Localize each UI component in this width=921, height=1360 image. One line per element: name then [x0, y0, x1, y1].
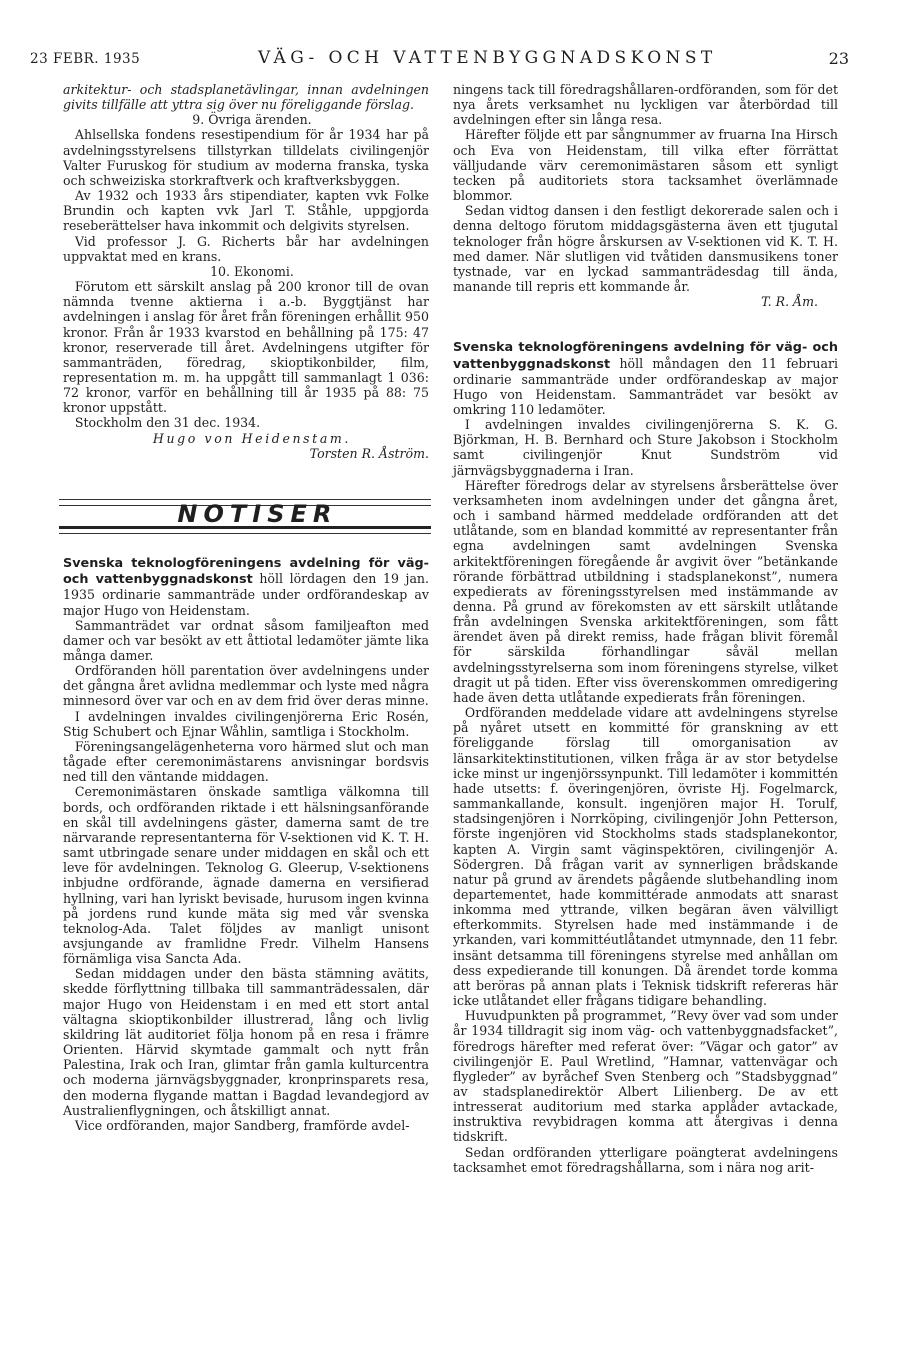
left-column — [63, 82, 429, 1133]
journal-title: VÄG- OCH VATTENBYGGNADSKONST — [258, 48, 717, 68]
paragraph: Ceremonimästaren önskade samtliga välkomna till bords, och ordföranden riktade i ett hälsningsanförande en skål till avdelningens gäster, damerna samt de tre närvarande representanterna för V-sektionen vid K. T. H. samt utbringade senare under middagen en skål och ett leve för avdelningen. Teknolog G. Gleerup, V-sektionens inbjudne ordförande, ägnade damerna en versifierad hyllning, vari han lyriskt bevisade, hurusom ingen kvinna på jordens rund kunde mäta sig med vår svenska teknolog-Ada. Talet följdes av manligt unisont avsjungande av framlidne Fredr. Vilhelm Hansens förnämliga visa Sancta Ada. — [63, 784, 429, 967]
paragraph: Sammanträdet var ordnat såsom familjeafton med damer och var besökt av ett åttiotal ledamöter jämte lika många damer. — [63, 617, 429, 663]
divider — [59, 533, 431, 535]
section-banner: NOTISER — [177, 499, 338, 528]
paragraph: I avdelningen invaldes civilingenjörerna S. K. G. Björkman, H. B. Bernhard och Sture Jakobson i Stockholm samt civilingenjör Knut Sundström vid järnvägsbyggnaderna i Iran. — [453, 417, 838, 478]
paragraph: Stockholm den 31 dec. 1934. — [74, 415, 261, 431]
notice-paragraph — [453, 339, 838, 417]
paragraph: Förutom ett särskilt anslag på 200 kronor till de ovan nämnda tvenne aktierna i a.-b. Byggtjänst har avdelningen i anslag för året från föreningen erhållit 950 kronor. Från år 1933 kvarstod en behållning på 175: 47 kronor, reserverade till året. Avdelningens utgifter för sammanträden, föredrag, skioptikonbilder, film, representation m. m. ha uppgått till sammanlagt 1 036: 72 kronor, varför en behållning till år 1935 på 88: 75 kronor uppstått. — [63, 279, 429, 416]
paragraph: Av 1932 och 1933 års stipendiater, kapten vvk Folke Brundin och kapten vvk Jarl T. Ståhle, uppgjorda reseberättelser hava inkommit och delgivits styrelsen. — [63, 188, 429, 234]
paragraph: Ordföranden höll parentation över avdelningens under det gångna året avlidna medlemmar och lyste med några minnesord över var och en av dem frid över deras minne. — [63, 663, 429, 709]
paragraph: Härefter föredrogs delar av styrelsens årsberättelse över verksamheten inom avdelningen under det gångna året, och i samband härmed meddelade ordföranden att det utlåtande, som en blandad kommitté av representanter från egna avdelningen samt avdelningen Svenska arkitektföreningen föregående år avgivit över ”betänkande rörande förbättrad utbildning i stadsplanekonst”, numera expedierats av föreningsstyrelsen med instämmande av denna. På grund av förekomsten av ett särskilt utlåtande från avdelningen Svenska arkitektföreningen, som fått ärendet även på direkt remiss, hade frågan blivit föremål för särskilda förhandlingar såväl mellan avdelningsstyrelserna som inom föreningens styrelse, vilket dragit ut på tiden. Efter viss överenskommen omredigering hade även detta utlåtande expedierats från föreningen. — [453, 477, 838, 705]
notice-paragraph — [63, 555, 429, 618]
right-column — [453, 82, 838, 1175]
signature: Hugo von Heidenstam. — [152, 430, 351, 446]
issue-date: 23 FEBR. 1935 — [30, 51, 141, 67]
notice-lead: Svenska teknologföreningens avdelning för väg- och vattenbyggnadskonst — [453, 340, 838, 372]
paragraph: Härefter följde ett par sångnummer av fruarna Ina Hirsch och Eva von Heidenstam, till vilka efter förrättat välljudande värv ceremonimästaren såsom ett synligt tecken på auditoriets stora tacksamhet överlämnade blommor. — [453, 127, 838, 204]
signature: Torsten R. Åström. — [309, 445, 429, 461]
paragraph: I avdelningen invaldes civilingenjörerna Eric Rosén, Stig Schubert och Ejnar Wåhlin, samtliga i Stockholm. — [63, 708, 429, 739]
section-heading: 10. Ekonomi. — [210, 263, 294, 279]
paragraph: arkitektur- och stadsplanetävlingar, innan avdelningen givits tillfälle att yttra sig över nu föreliggande förslag. — [63, 82, 429, 113]
paragraph: Sedan vidtog dansen i den festligt dekorerade salen och i denna deltogo förutom middagsgästerna även ett tjugutal teknologer från högre årskursen av V-sektionen vid K. T. H. med damer. När slutligen vid tvåtiden dansmusikens toner tystnade, var en lyckad sammanträdesdag till ända, manande till repris ett kommande år. — [453, 203, 838, 295]
paragraph: Huvudpunkten på programmet, ”Revy över vad som under år 1934 tilldragit sig inom väg- och vattenbyggnadsfacket”, föredrogs härefter med referat över: ”Vägar och gator” av civilingenjör E. Paul Wretlind, ”Hamnar, vattenvägar och flygleder” av byråchef Sven Stenberg och ”Stadsbyggnad” av stadsplanedirektör Albert Lilienberg. De av ett intresserat auditorium med starka applåder avtackade, instruktiva revybidragen komma att återgivas i denna tidskrift. — [453, 1008, 838, 1145]
notice-text: höll måndagen den 11 februari ordinarie sammanträde under ordförandeskap av major Hugo von Heidenstam. Sammanträdet var besökt av omkring 110 ledamöter. — [453, 355, 838, 417]
section-heading: 9. Övriga ärenden. — [192, 112, 312, 128]
paragraph: ningens tack till föredragshållaren-ordföranden, som för det nya årets verksamhet nu lyckligen var återbördad till avdelningen efter sin långa resa. — [453, 82, 838, 128]
paragraph: Föreningsangelägenheterna voro härmed slut och man tågade efter ceremonimästarens anvisningar bordsvis ned till den väntande middagen. — [63, 738, 429, 785]
page-header — [30, 48, 849, 70]
paragraph: Ordföranden meddelade vidare att avdelningens styrelse på nyåret utsett en kommitté för granskning av ett föreliggande förslag till omorganisation av länsarkitektinstitutionen, vilken fråga är av stor betydelse icke minst ur ingenjörssynpunkt. Till ledamöter i kommittén hade utsetts: f. överingenjören, övriste Hj. Fogelmarck, sammankallande, konsult. ingenjören major H. Torulf, stadsingenjören i Norrköping, civilingenjör John Petterson, förste ingenjören vid Stockholms stads stadsplanekontor, kapten A. Virgin samt väginspektören, civilingenjör A. Södergren. Då frågan varit av synnerligen brådskande natur på grund av ärendets pågående slutbehandling inom departementet, hade kommittérade anmodats att snarast inkomma med yttrande, vilken begäran även välvilligt efterkommits. Styrelsen hade med instämmande i de yrkanden, vari kommittéutlåtandet utmynnade, den 11 febr. insänt detsamma till föreningens styrelse med anhållan om dess expedierande till konungen. Då ärendet torde komma att beröras på annan plats i Teknisk tidskrift refereras här icke utlåtandet eller frågans tidigare behandling. — [453, 705, 838, 1009]
signature: T. R. Åm. — [761, 294, 818, 310]
paragraph: Sedan middagen under den bästa stämning avätits, skedde förflyttning tillbaka till sammanträdessalen, där major Hugo von Heidenstam i en med ett stort antal vältagna skioptikonbilder illustrerad, lång och livlig skildring lät auditoriet följa honom på en resa i främre Orienten. Härvid skymtade gammalt och nytt från Palestina, Irak och Iran, glimtar från gamla kulturcentra och moderna järnvägsbyggnader, kronprinsparets resa, den moderna flygande mattan i Bagdad levandegjord av Australienflygningen, och åtskilligt annat. — [63, 966, 429, 1118]
notice-text: höll lördagen den 19 jan. 1935 ordinarie sammanträde under ordförandeskap av major Hugo von Heidenstam. — [63, 571, 429, 618]
paragraph: Vid professor J. G. Richerts bår har avdelningen uppvaktat med en krans. — [63, 233, 429, 264]
paragraph: Sedan ordföranden ytterligare poängterat avdelningens tacksamhet emot föredragshållarna, som i nära nog arit- — [453, 1144, 838, 1175]
paragraph: Ahlsellska fondens resestipendium för år 1934 har på avdelningsstyrelsens tillstyrkan tilldelats civilingenjör Valter Furuskog för studium av moderna franska, tyska och schweiziska storkraftverk och kraftverksbyggen. — [63, 127, 429, 188]
paragraph: Vice ordföranden, major Sandberg, framförde avdel- — [74, 1117, 410, 1133]
notice-lead: Svenska teknologföreningens avdelning för väg- och vattenbyggnadskonst — [63, 556, 429, 588]
page-number: 23 — [828, 49, 849, 68]
